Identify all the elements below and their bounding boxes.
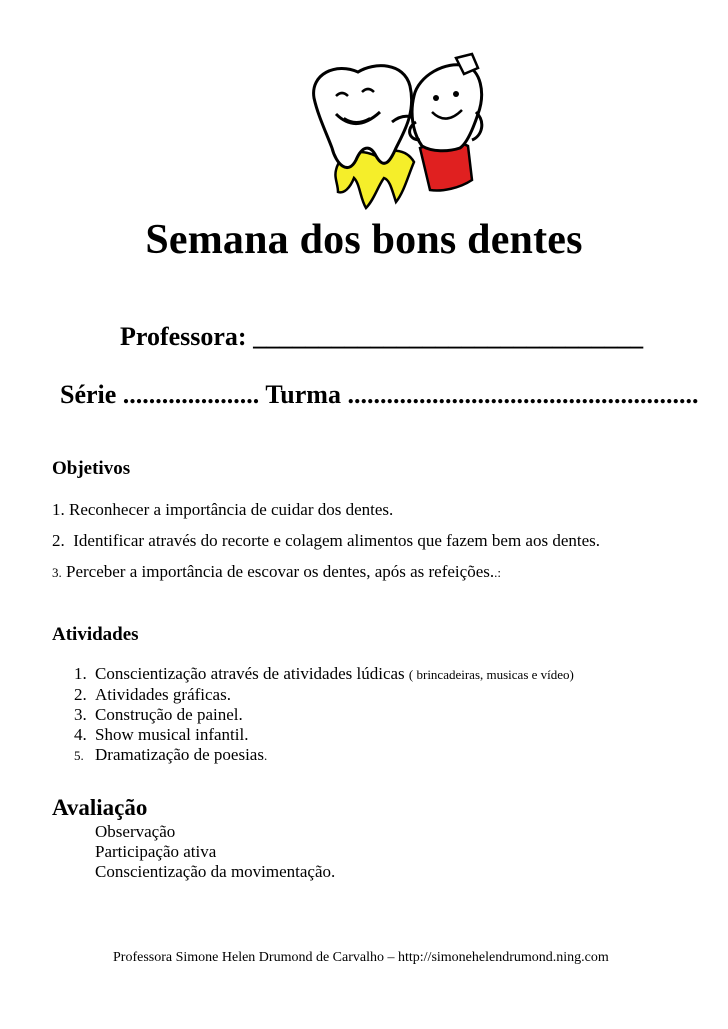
objective-item: [52, 562, 501, 582]
evaluation-item: Participação ativa: [95, 842, 217, 861]
evaluation-item: Observação: [95, 822, 176, 841]
document-title: Semana dos bons dentes: [145, 217, 583, 263]
activity-number: 1.: [74, 664, 87, 683]
footer-credit: Professora Simone Helen Drumond de Carvalho – http://simonehelendrumond.ning.com: [113, 950, 609, 965]
evaluation-item: Conscientização da movimentação.: [95, 862, 336, 881]
activity-text: Atividades gráficas.: [95, 685, 231, 704]
tooth-and-toothpaste-cartoon-icon: [296, 52, 508, 212]
activity-number: 5.: [74, 748, 84, 763]
activity-suffix: .: [263, 748, 268, 763]
activity-text: Construção de painel.: [95, 705, 243, 724]
objective-text: Reconhecer a importância de cuidar dos dentes.: [69, 500, 394, 519]
evaluation-heading: Avaliação: [52, 795, 148, 820]
activity-text: Dramatização de poesias: [95, 745, 264, 764]
activity-number: 3.: [74, 705, 87, 724]
activity-item: [74, 664, 574, 684]
objectives-heading: Objetivos: [52, 458, 131, 479]
activity-number: 2.: [74, 685, 87, 704]
activity-text: Conscientização através de atividades lúdicas: [95, 664, 405, 683]
objective-text: Perceber a importância de escovar os dentes, após as refeições.: [66, 562, 495, 581]
activity-item: [74, 745, 267, 765]
activity-number: 4.: [74, 725, 87, 744]
activity-item: [74, 705, 243, 725]
teacher-line: Professora: ______________________________: [120, 322, 644, 351]
objective-number: 1.: [52, 500, 65, 519]
class-line: Série ..................... Turma ......................................................: [60, 380, 699, 409]
objective-number: 3.: [52, 565, 62, 580]
objective-number: 2.: [52, 531, 65, 550]
activity-item: [74, 725, 248, 745]
objective-suffix: .:: [494, 565, 501, 580]
objective-text: Identificar através do recorte e colagem alimentos que fazem bem aos dentes.: [73, 531, 601, 550]
activities-heading: Atividades: [52, 624, 139, 645]
objective-item: [52, 531, 600, 551]
activity-note: ( brincadeiras, musicas e vídeo): [408, 667, 574, 682]
activity-item: [74, 685, 231, 705]
activity-text: Show musical infantil.: [95, 725, 249, 744]
objective-item: [52, 500, 393, 520]
